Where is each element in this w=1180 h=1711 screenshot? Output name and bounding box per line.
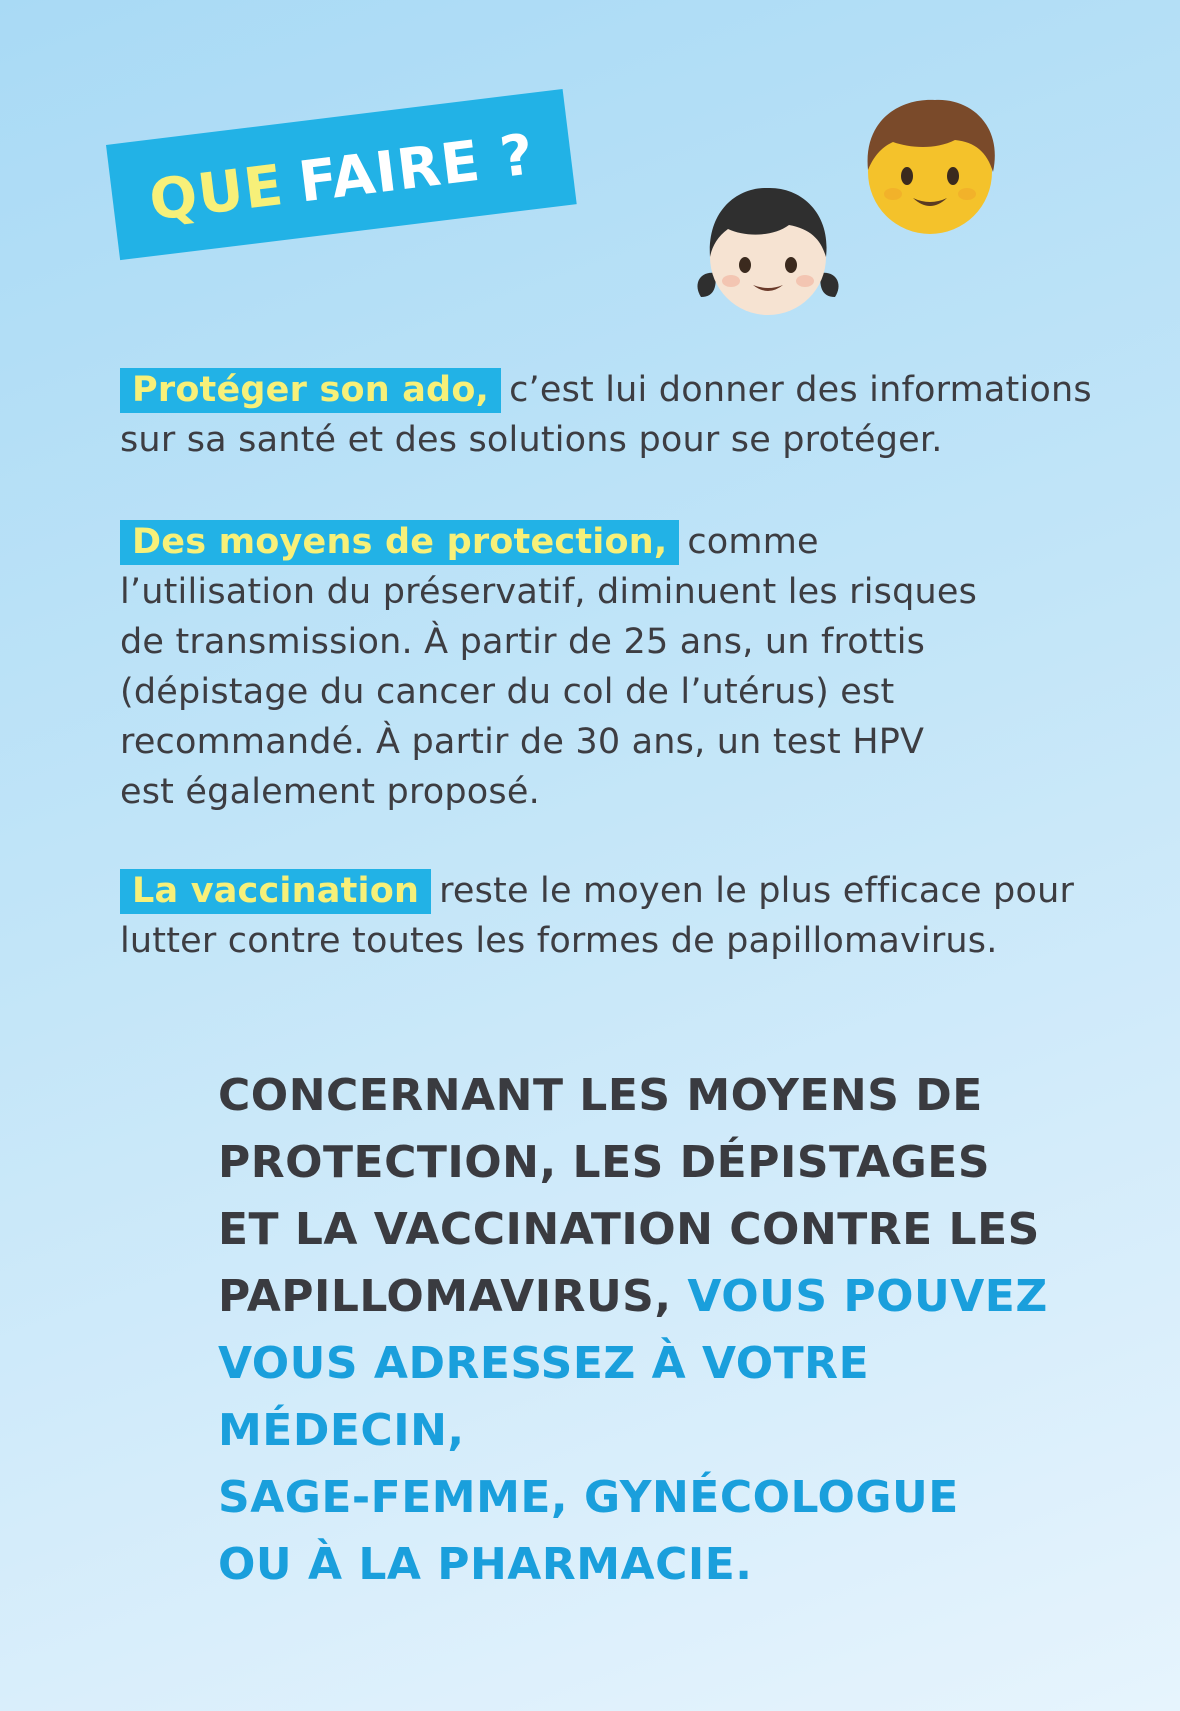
highlight-protect: Protéger son ado, [120, 368, 501, 413]
paragraph-line: (dépistage du cancer du col de l’utérus) est [120, 672, 895, 712]
girl-face-icon [693, 185, 843, 325]
callout-advice [218, 1062, 1118, 1598]
callout-line: ET LA VACCINATION CONTRE LES [218, 1204, 1040, 1255]
callout-line: PAPILLOMAVIRUS, [218, 1271, 672, 1322]
boy-face-icon [855, 90, 1005, 240]
paragraph-line: sur sa santé et des solutions pour se protéger. [120, 420, 943, 460]
highlight-protection-means: Des moyens de protection, [120, 520, 679, 565]
paragraph-vaccination [120, 866, 1120, 966]
paragraph-protection-means [120, 517, 1120, 817]
paragraph-line: est également proposé. [120, 772, 540, 812]
paragraph-line: de transmission. À partir de 25 ans, un frottis [120, 622, 926, 662]
callout-accent-line: SAGE-FEMME, GYNÉCOLOGUE [218, 1472, 959, 1523]
title-banner [106, 89, 577, 260]
paragraph-protect [120, 365, 1120, 465]
callout-accent-line: VOUS ADRESSEZ À VOTRE MÉDECIN, [218, 1338, 870, 1456]
callout-accent-line: VOUS POUVEZ [687, 1271, 1048, 1322]
callout-accent-line: OU À LA PHARMACIE. [218, 1539, 753, 1590]
paragraph-line: l’utilisation du préservatif, diminuent les risques [120, 572, 978, 612]
title-part-que: QUE [145, 152, 288, 234]
paragraph-line: lutter contre toutes les formes de papillomavirus. [120, 921, 998, 961]
callout-line: CONCERNANT LES MOYENS DE [218, 1070, 983, 1121]
highlight-vaccination: La vaccination [120, 869, 431, 914]
paragraph-line: reste le moyen le plus efficace pour [439, 871, 1075, 911]
paragraph-line: comme [687, 522, 819, 562]
paragraph-line: c’est lui donner des informations [509, 370, 1092, 410]
paragraph-line: recommandé. À partir de 30 ans, un test HPV [120, 722, 925, 762]
callout-line: PROTECTION, LES DÉPISTAGES [218, 1137, 991, 1188]
title-part-faire: FAIRE ? [295, 121, 538, 216]
